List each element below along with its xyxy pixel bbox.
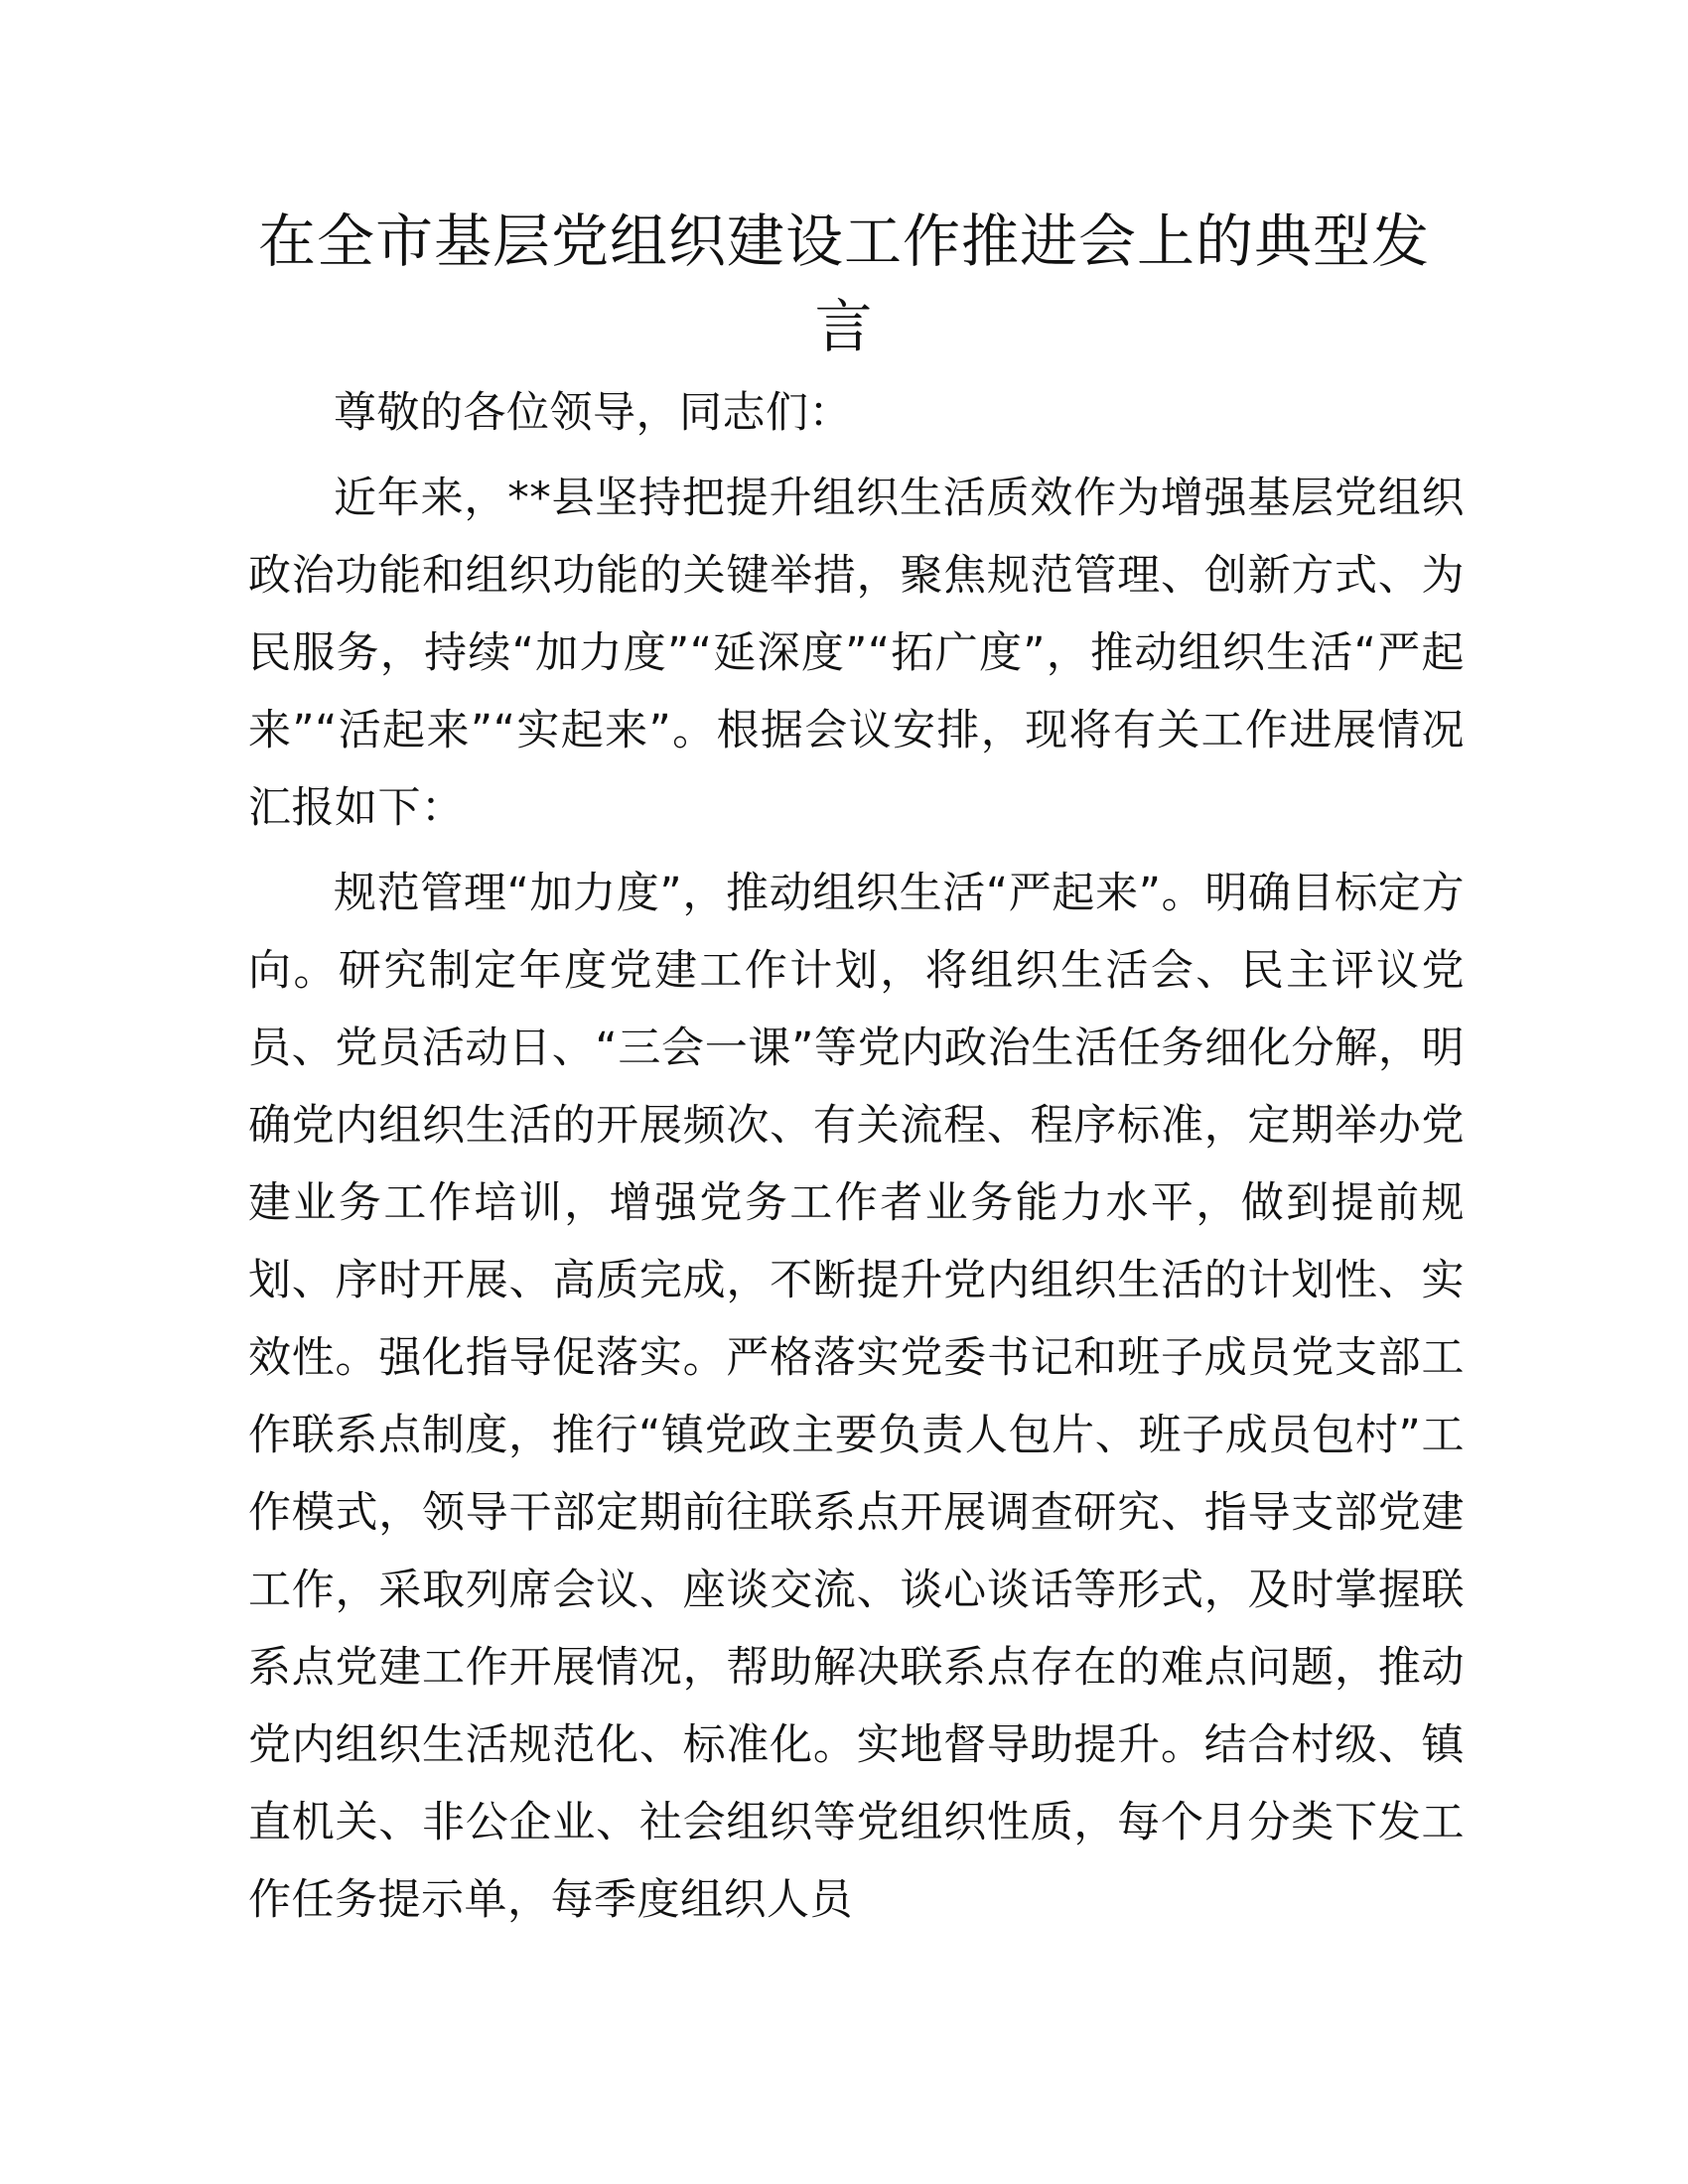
document-body [248,374,1465,1939]
salutation-paragraph: 尊敬的各位领导，同志们： [334,388,852,438]
intro-paragraph: 近年来，**县坚持把提升组织生活质效作为增强基层党组织政治功能和组织功能的关键举措，聚焦规范管理、创新方式、为民服务，持续“加力度”“延深度”“拓广度”，推动组织生活“严起来”“活起来”“实起来”。根据会议安排，现将有关工作进展情况汇报如下： [248,474,1465,833]
body-paragraph: 规范管理“加力度”，推动组织生活“严起来”。明确目标定方向。研究制定年度党建工作计划，将组织生活会、民主评议党员、党员活动日、“三会一课”等党内政治生活任务细化分解，明确党内组织生活的开展频次、有关流程、程序标准，定期举办党建业务工作培训，增强党务工作者业务能力水平，做到提前规划、序时开展、高质完成，不断提升党内组织生活的计划性、实效性。强化指导促落实。严格落实党委书记和班子成员党支部工作联系点制度，推行“镇党政主要负责人包片、班子成员包村”工作模式，领导干部定期前往联系点开展调查研究、指导支部党建工作，采取列席会议、座谈交流、谈心谈话等形式，及时掌握联系点党建工作开展情况，帮助解决联系点存在的难点问题，推动党内组织生活规范化、标准化。实地督导助提升。结合村级、镇直机关、非公企业、社会组织等党组织性质，每个月分类下发工作任务提示单，每季度组织人员 [248,869,1465,1925]
document-title: 在全市基层党组织建设工作推进会上的典型发言 [257,207,1430,360]
